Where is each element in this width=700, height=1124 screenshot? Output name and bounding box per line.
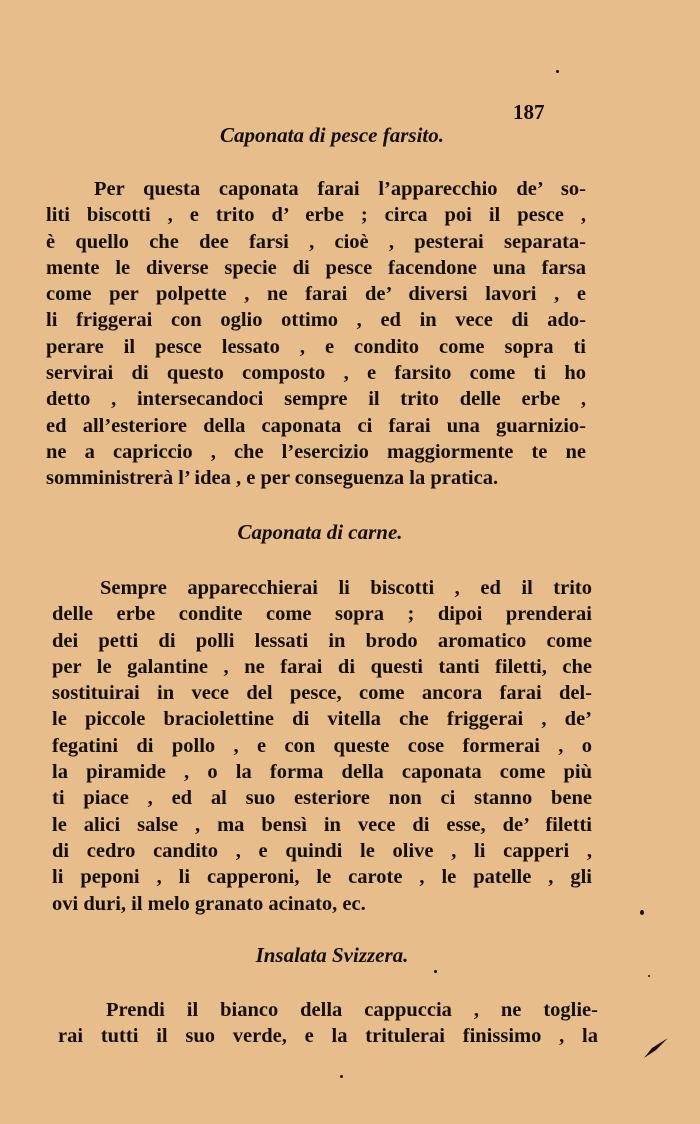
text-line: ne a capriccio , che l’esercizio maggiormente te ne <box>46 440 586 463</box>
ink-stroke-icon <box>642 1032 670 1060</box>
text-line: di cedro candito , e quindi le olive , li capperi , <box>52 839 592 862</box>
text-line: li friggerai con oglio ottimo , ed in vece di ado- <box>46 309 586 332</box>
ink-speck <box>648 975 650 977</box>
text-line: sostituirai in vece del pesce, come ancora farai del- <box>52 682 592 705</box>
text-line: ed all’esteriore della caponata ci farai una guarnizio- <box>46 414 586 437</box>
text-line: mente le diverse specie di pesce facendone una farsa <box>46 256 586 279</box>
text-line: perare il pesce lessato , e condito come sopra ti <box>46 335 586 358</box>
text-line: li peponi , li capperoni, le carote , le patelle , gli <box>52 866 592 889</box>
text-line: somministrerà l’ idea , e per conseguenza la pratica. <box>46 467 499 490</box>
text-line: detto , intersecandoci sempre il trito delle erbe , <box>46 388 586 411</box>
text-line: per le galantine , ne farai di questi tanti filetti, che <box>52 655 592 678</box>
text-line: liti biscotti , e trito d’ erbe ; circa poi il pesce , <box>46 204 586 227</box>
section-title-caponata-carne: Caponata di carne. <box>237 520 403 544</box>
text-line: rai tutti il suo verde, e la tritulerai finissimo , la <box>58 1025 598 1048</box>
text-line: servirai di questo composto , e farsito come ti ho <box>46 362 586 385</box>
text-line: dei petti di polli lessati in brodo aromatico come <box>52 629 592 652</box>
section-body-caponata-carne <box>52 575 592 917</box>
text-line: la piramide , o la forma della caponata come più <box>52 761 592 784</box>
text-line: ti piace , ed al suo esteriore non ci stanno bene <box>52 787 592 810</box>
section-body-caponata-pesce <box>46 176 586 492</box>
section-title-insalata-svizzera: Insalata Svizzera. <box>255 943 409 967</box>
ink-speck <box>340 1075 343 1078</box>
text-line: fegatini di pollo , e con queste cose formerai , o <box>52 734 592 757</box>
text-line: Sempre apparecchierai li biscotti , ed il trito <box>100 577 592 599</box>
ink-speck <box>640 910 644 915</box>
page-number: 187 <box>513 100 545 124</box>
text-line: ovi duri, il melo granato acinato, ec. <box>52 892 366 915</box>
text-line: Prendi il bianco della cappuccia , ne toglie- <box>106 999 598 1021</box>
section-title-caponata-pesce: Caponata di pesce farsito. <box>220 123 444 147</box>
ink-speck <box>434 970 437 973</box>
text-line: delle erbe condite come sopra ; dipoi prenderai <box>52 603 592 626</box>
text-line: Per questa caponata farai l’apparecchio de’ so- <box>94 178 586 200</box>
text-line: è quello che dee farsi , cioè , pesterai separata- <box>46 230 586 253</box>
text-line: come per polpette , ne farai de’ diversi lavori , e <box>46 283 586 306</box>
text-line: le piccole braciolettine di vitella che friggerai , de’ <box>52 708 592 731</box>
text-line: le alici salse , ma bensì in vece di esse, de’ filetti <box>52 813 592 836</box>
section-body-insalata-svizzera <box>58 997 598 1050</box>
ink-speck <box>556 70 559 73</box>
